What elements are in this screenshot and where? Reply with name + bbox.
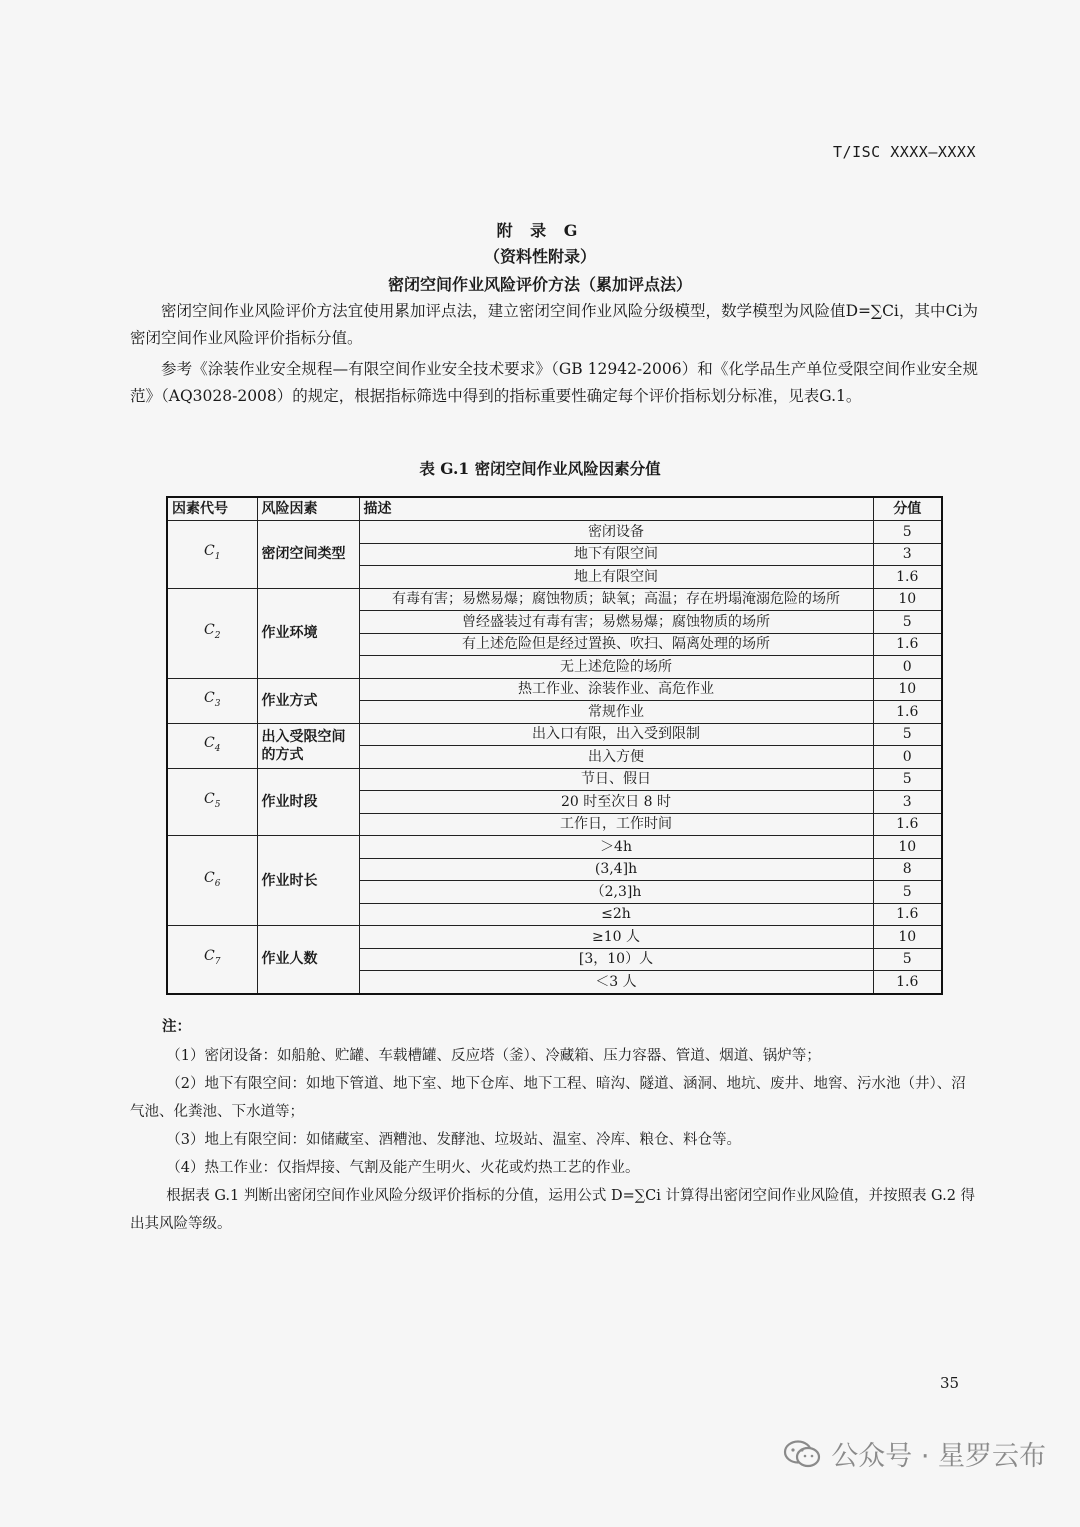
note-item: （4）热工作业：仅指焊接、气割及能产生明火、火花或灼热工艺的作业。 xyxy=(166,1160,640,1176)
description-cell: 无上述危险的场所 xyxy=(359,656,873,679)
factor-code-subscript: 2 xyxy=(214,630,221,641)
score-cell: 0 xyxy=(873,746,942,769)
document-code: T/ISC XXXX—XXXX xyxy=(833,143,976,161)
paragraph-2: 参考《涂装作业安全规程—有限空间作业安全技术要求》（GB 12942-2006）和《化学品生产单位受限空间作业安全规范》（AQ3028-2008）的规定，根据指标筛选中得到的指标重要性确定每个评价指标划分标准，见表G.1。 xyxy=(130,360,978,405)
score-cell: 5 xyxy=(873,948,942,971)
score-cell: 10 xyxy=(873,588,942,611)
factor-code-cell xyxy=(167,521,257,589)
note-item: （1）密闭设备：如船舱、贮罐、车载槽罐、反应塔（釜）、冷藏箱、压力容器、管道、烟道、锅炉等； xyxy=(166,1048,821,1064)
score-cell: 0 xyxy=(873,656,942,679)
factor-code-cell xyxy=(167,678,257,723)
table-body xyxy=(167,521,942,994)
score-cell: 10 xyxy=(873,836,942,859)
factor-name: 出入受限空间的方式 xyxy=(257,723,359,768)
description-cell: ＜3 人 xyxy=(359,971,873,994)
description-cell: ＞4h xyxy=(359,836,873,859)
table-row xyxy=(167,926,942,949)
score-cell: 5 xyxy=(873,611,942,634)
description-cell: 常规作业 xyxy=(359,701,873,724)
description-cell: 出入方便 xyxy=(359,746,873,769)
score-cell: 1.6 xyxy=(873,971,942,994)
score-cell: 1.6 xyxy=(873,701,942,724)
factor-code-cell xyxy=(167,836,257,926)
header-score: 分值 xyxy=(873,497,942,521)
factor-code-subscript: 4 xyxy=(214,743,221,754)
appendix-name: 密闭空间作业风险评价方法（累加评点法） xyxy=(387,275,692,294)
score-cell: 8 xyxy=(873,858,942,881)
description-cell: 有毒有害；易燃易爆；腐蚀物质；缺氧；高温；存在坍塌淹溺危险的场所 xyxy=(359,588,873,611)
description-cell: 有上述危险但是经过置换、吹扫、隔离处理的场所 xyxy=(359,633,873,656)
score-cell: 5 xyxy=(873,521,942,544)
description-cell: [3，10）人 xyxy=(359,948,873,971)
paragraph-1: 密闭空间作业风险评价方法宜使用累加评点法，建立密闭空间作业风险分级模型，数学模型为风险值D=∑Ci，其中Ci为密闭空间作业风险评价指标分值。 xyxy=(130,302,978,347)
score-cell: 3 xyxy=(873,543,942,566)
factor-code: C xyxy=(204,948,215,965)
header-code: 因素代号 xyxy=(167,497,257,521)
page-number: 35 xyxy=(940,1374,960,1392)
watermark-text: 公众号 · 星罗云布 xyxy=(831,1441,1046,1472)
description-cell: 热工作业、涂装作业、高危作业 xyxy=(359,678,873,701)
score-cell: 10 xyxy=(873,926,942,949)
score-cell: 1.6 xyxy=(873,903,942,926)
score-cell: 5 xyxy=(873,723,942,746)
table-row xyxy=(167,723,942,746)
factor-code-subscript: 5 xyxy=(214,799,221,810)
factor-code-cell xyxy=(167,926,257,994)
factor-code-subscript: 6 xyxy=(214,878,221,889)
factor-name: 密闭空间类型 xyxy=(257,521,359,589)
factor-name: 作业时段 xyxy=(257,768,359,836)
factor-code-subscript: 7 xyxy=(214,957,221,968)
description-cell: （2,3]h xyxy=(359,881,873,904)
note-item: （3）地上有限空间：如储藏室、酒糟池、发酵池、垃圾站、温室、冷库、粮仓、料仓等。 xyxy=(166,1132,741,1148)
factor-code-cell xyxy=(167,588,257,678)
table-header-row xyxy=(167,497,942,521)
factor-code-cell xyxy=(167,768,257,836)
notes-label: 注： xyxy=(162,1018,191,1035)
description-cell: ≤2h xyxy=(359,903,873,926)
score-cell: 5 xyxy=(873,768,942,791)
table-row xyxy=(167,588,942,611)
description-cell: 地下有限空间 xyxy=(359,543,873,566)
header-description: 描述 xyxy=(359,497,873,521)
score-cell: 3 xyxy=(873,791,942,814)
factor-code: C xyxy=(204,689,215,706)
score-cell: 1.6 xyxy=(873,566,942,589)
description-cell: 地上有限空间 xyxy=(359,566,873,589)
factor-code: C xyxy=(204,790,215,807)
factor-name: 作业方式 xyxy=(257,678,359,723)
header-factor: 风险因素 xyxy=(257,497,359,521)
factor-name: 作业时长 xyxy=(257,836,359,926)
table-row xyxy=(167,836,942,859)
factor-name: 作业人数 xyxy=(257,926,359,994)
note-item: （2）地下有限空间：如地下管道、地下室、地下仓库、地下工程、暗沟、隧道、涵洞、地坑、废井、地窖、污水池（井）、沼气池、化粪池、下水道等； xyxy=(130,1076,966,1120)
factor-code-subscript: 3 xyxy=(214,698,221,709)
factor-code-cell xyxy=(167,723,257,768)
description-cell: 密闭设备 xyxy=(359,521,873,544)
description-cell: 工作日，工作时间 xyxy=(359,813,873,836)
score-cell: 10 xyxy=(873,678,942,701)
wechat-icon xyxy=(783,1439,821,1469)
table-row xyxy=(167,521,942,544)
risk-factor-table xyxy=(166,496,943,995)
factor-code: C xyxy=(204,622,215,639)
appendix-type: （资料性附录） xyxy=(483,247,596,266)
factor-name: 作业环境 xyxy=(257,588,359,678)
description-cell: ≥10 人 xyxy=(359,926,873,949)
table-caption: 表 G.1 密闭空间作业风险因素分值 xyxy=(419,459,661,478)
factor-code-subscript: 1 xyxy=(214,552,221,563)
factor-code: C xyxy=(204,734,215,751)
score-cell: 5 xyxy=(873,881,942,904)
description-cell: 曾经盛装过有毒有害；易燃易爆；腐蚀物质的场所 xyxy=(359,611,873,634)
appendix-title: 附 录 G xyxy=(496,221,584,240)
factor-code: C xyxy=(204,869,215,886)
closing-paragraph: 根据表 G.1 判断出密闭空间作业风险分级评价指标的分值，运用公式 D=∑Ci 计算得出密闭空间作业风险值，并按照表 G.2 得出其风险等级。 xyxy=(130,1188,976,1232)
score-cell: 1.6 xyxy=(873,813,942,836)
score-cell: 1.6 xyxy=(873,633,942,656)
watermark xyxy=(783,1434,1046,1473)
factor-code: C xyxy=(204,543,215,560)
description-cell: 出入口有限，出入受到限制 xyxy=(359,723,873,746)
table-row xyxy=(167,678,942,701)
table-row xyxy=(167,768,942,791)
description-cell: 节日、假日 xyxy=(359,768,873,791)
description-cell: (3,4]h xyxy=(359,858,873,881)
description-cell: 20 时至次日 8 时 xyxy=(359,791,873,814)
